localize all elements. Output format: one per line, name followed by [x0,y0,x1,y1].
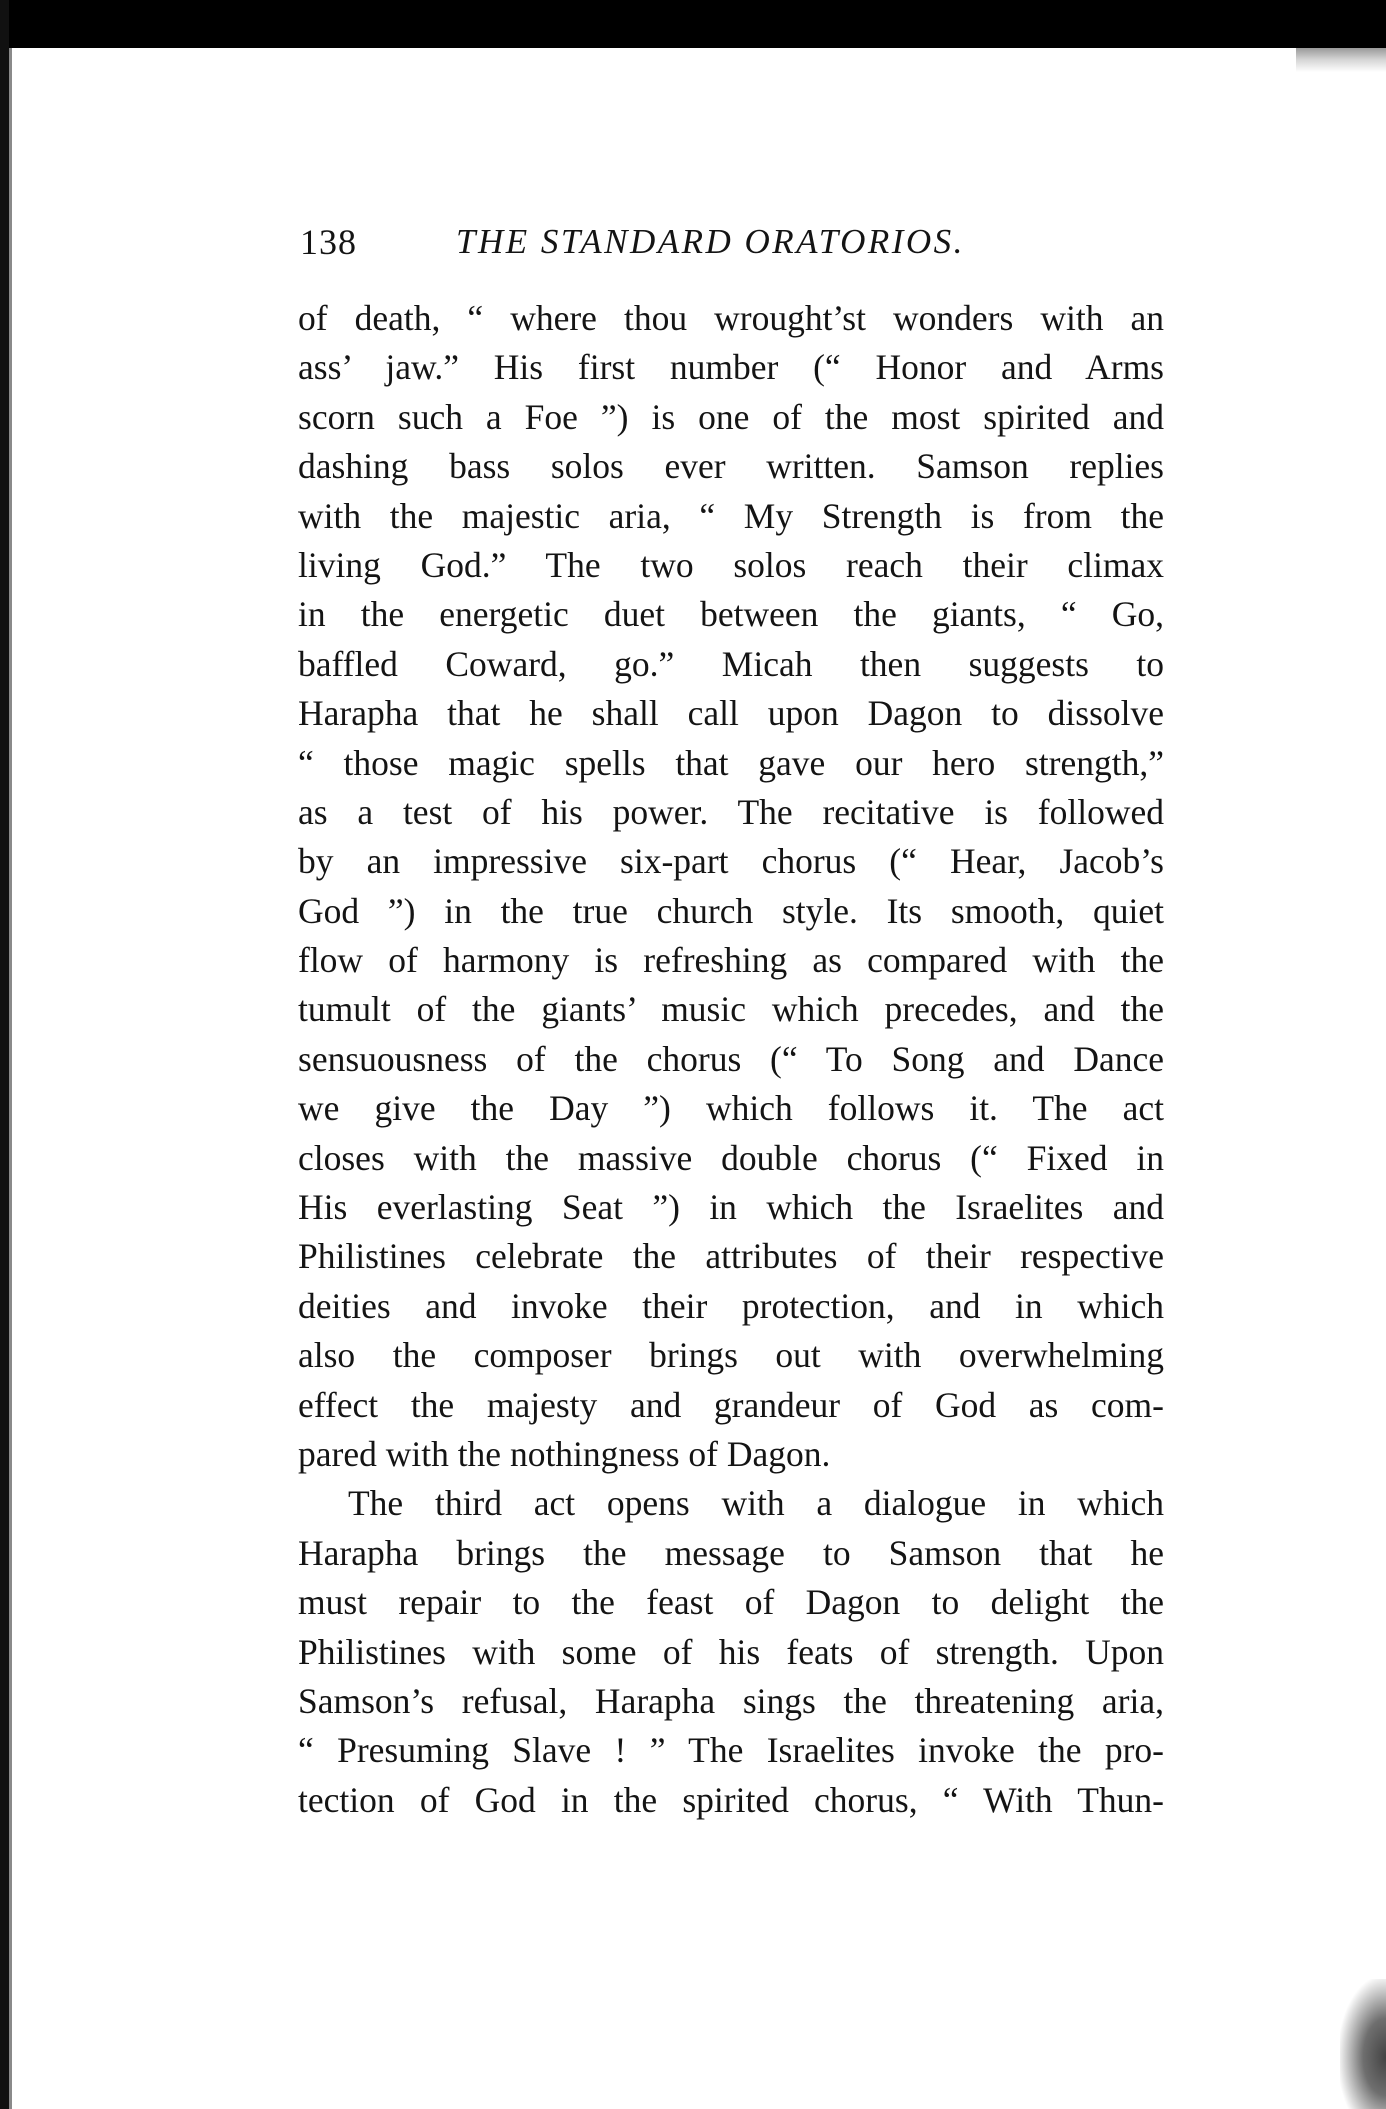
text-line: “ Presuming Slave ! ” The Israelites invoke the pro- [298,1730,1164,1771]
running-title: THE STANDARD ORATORIOS. [456,222,965,261]
page-number: 138 [300,222,357,262]
scan-top-border-fade [1296,48,1386,72]
text-line: Harapha brings the message to Samson that he [298,1532,1164,1573]
text-line: tumult of the giants’ music which precedes, and the [298,989,1164,1030]
scan-left-border-shadow [9,48,12,2109]
text-line: in the energetic duet between the giants, “ Go, [298,594,1164,635]
text-line: Philistines with some of his feats of strength. Upon [298,1631,1164,1672]
text-line: ass’ jaw.” His first number (“ Honor and Arms [298,347,1164,388]
text-line: “ those magic spells that gave our hero strength,” [298,742,1164,783]
paragraph-end-line: pared with the nothingness of Dagon. [298,1433,831,1474]
text-line: Philistines celebrate the attributes of their respective [298,1236,1164,1277]
text-line: deities and invoke their protection, and in which [298,1285,1164,1326]
text-line: flow of harmony is refreshing as compared with the [298,940,1164,981]
text-line: scorn such a Foe ”) is one of the most spirited and [298,396,1164,437]
text-line: with the majestic aria, “ My Strength is from the [298,495,1164,536]
body-text [298,294,1164,1825]
scan-top-border [0,0,1386,48]
text-line: sensuousness of the chorus (“ To Song and Dance [298,1038,1164,1079]
text-line: tection of God in the spirited chorus, “ With Thun- [298,1779,1164,1820]
text-line: dashing bass solos ever written. Samson replies [298,446,1164,487]
scan-left-border [0,0,9,2109]
text-line: living God.” The two solos reach their climax [298,544,1164,585]
running-head [300,212,1180,272]
text-line: God ”) in the true church style. Its smooth, quiet [298,890,1164,931]
text-line: also the composer brings out with overwhelming [298,1335,1164,1376]
text-line: baffled Coward, go.” Micah then suggests to [298,643,1164,684]
text-line: His everlasting Seat ”) in which the Israelites and [298,1187,1164,1228]
text-line: closes with the massive double chorus (“ Fixed in [298,1137,1164,1178]
text-line: as a test of his power. The recitative is followed [298,791,1164,832]
text-line: of death, “ where thou wrought’st wonders with an [298,298,1164,338]
text-line: effect the majesty and grandeur of God as com- [298,1384,1164,1425]
text-line: by an impressive six-part chorus (“ Hear, Jacob’s [298,841,1164,882]
text-line: must repair to the feast of Dagon to delight the [298,1582,1164,1623]
text-line: Samson’s refusal, Harapha sings the threatening aria, [298,1680,1164,1721]
scan-corner-smudge [1340,1979,1386,2109]
text-line: we give the Day ”) which follows it. The act [298,1088,1164,1129]
text-line: Harapha that he shall call upon Dagon to dissolve [298,693,1164,734]
paragraph-start-line: The third act opens with a dialogue in which [348,1483,1164,1524]
